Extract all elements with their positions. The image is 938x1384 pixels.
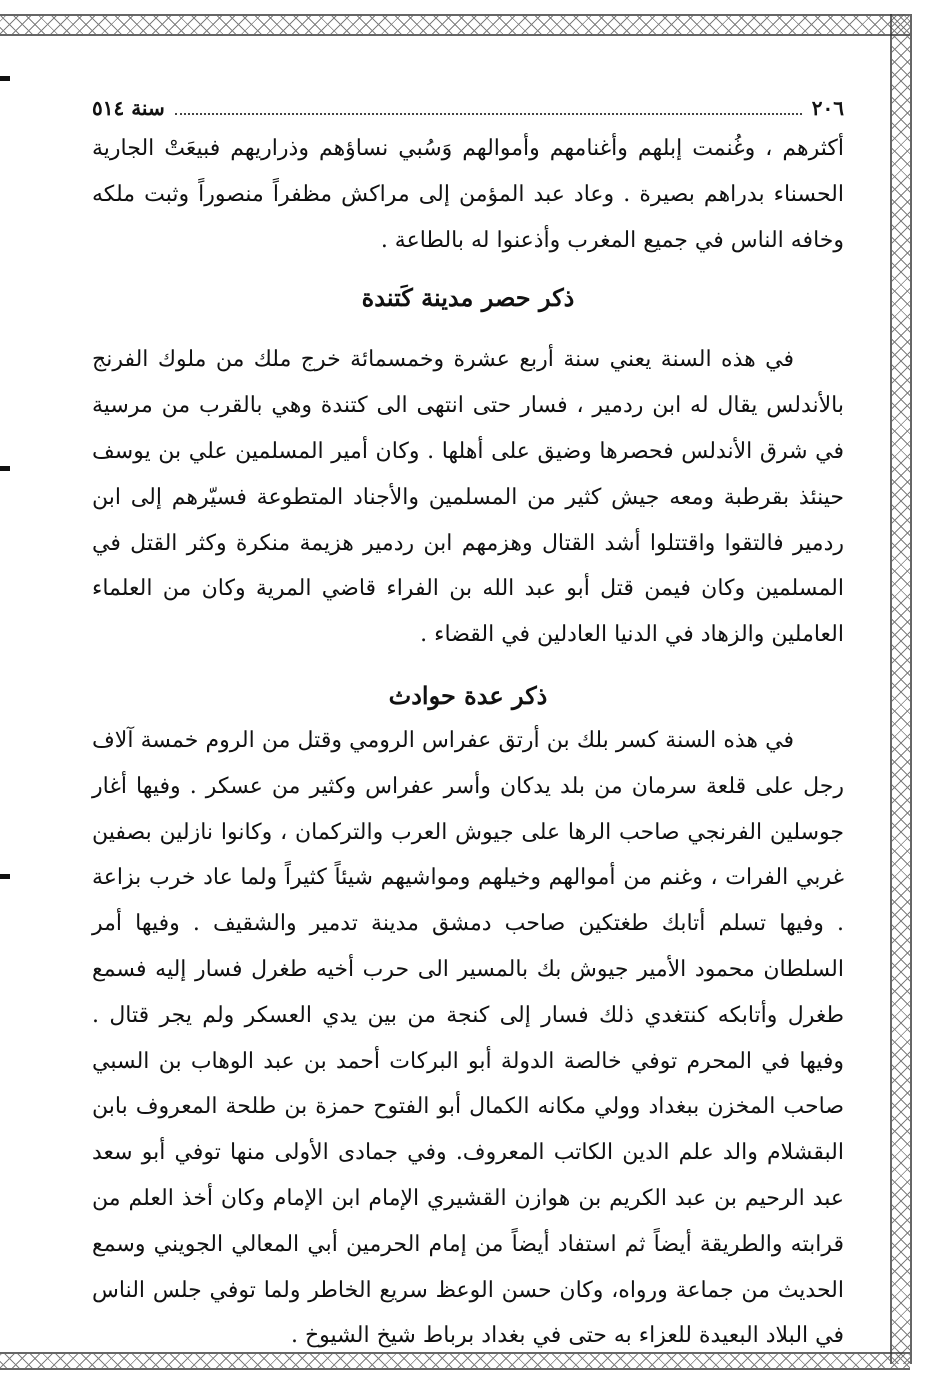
year-label: سنة ٥١٤: [92, 96, 165, 120]
decorative-border-top: [0, 14, 910, 36]
page-edge-mark: [0, 874, 10, 879]
running-head: [92, 90, 844, 126]
section-paragraph-events: في هذه السنة كسر بلك بن أرتق عفراس الرومي وقتل من الروم خمسة آلاف رجل على قلعة سرمان من بلد يدكان وأسر عفراس وكثير من عسكر . وفيها أغار جوسلين الفرنجي صاحب الرها على جيوش العرب والتركمان ، وكانوا نازلين بصفين غربي الفرات ، وغنم من أموالهم وخيلهم ومواشيهم شيئاً كثيراً ولما عاد خرب بزاعة . وفيها تسلم أتابك طغتكين صاحب دمشق مدينة تدمير والشقيف . وفيها أمر السلطان محمود الأمير جيوش بك بالمسير الى حرب أخيه طغرل فسار إليه فسمع طغرل وأتابكه كنتغدي ذلك فسار إلى كنجة من بين يدي العسكر ولم يجر قتال . وفيها في المحرم توفي خالصة الدولة أبو البركات أحمد بن عبد الوهاب بن السبي صاحب المخزن ببغداد وولي مكانه الكمال أبو الفتوح حمزة بن طلحة المعروف بابن البقشلام والد علم الدين الكاتب المعروف. وفي جمادى الأولى منها توفي أبو سعد عبد الرحيم بن عبد الكريم بن هوازن القشيري الإمام ابن الإمام وكان أخذ العلم من قرابته والطريقة أيضاً ثم استفاد أيضاً من إمام الحرمين أبي المعالي الجويني وسمع الحديث من جماعة ورواه، وكان حسن الوعظ سريع الخاطر ولما توفي جلس الناس في البلاد البعيدة للعزاء به حتى في بغداد برباط شيخ الشيوخ .: [92, 727, 844, 1349]
page-number: ٢٠٦: [811, 96, 844, 120]
spacer: [92, 329, 844, 337]
page-edge-mark: [0, 466, 10, 471]
section-paragraph-siege: في هذه السنة يعني سنة أربع عشرة وخمسمائة خرج ملك من ملوك الفرنج بالأندلس يقال له ابن ردمير ، فسار حتى انتهى الى كتندة وهي بالقرب من مرسية في شرق الأندلس فحصرها وضيق على أهلها . وكان أمير المسلمين علي بن يوسف حينئذ بقرطبة ومعه جيش كثير من المسلمين والأجناد المتطوعة فسيّرهم إلى ابن ردمير فالتقوا واقتتلوا أشد القتال وهزمهم ابن ردمير هزيمة منكرة وكثر القتل في المسلمين وكان فيمن قتل أبو عبد الله بن الفراء قاضي المرية وكان من العلماء العاملين والزهاد في الدنيا العادلين في القضاء .: [92, 347, 844, 648]
decorative-border-right: [890, 14, 912, 1364]
book-page: [92, 90, 844, 1359]
section-heading-several-events: ذكر عدة حوادث: [388, 680, 548, 710]
intro-paragraph: أكثرهم ، وغُنمت إبلهم وأغنامهم وأموالهم وَسُبي نساؤهم وذراريهم فبيعَتْ الجارية الحسناء بدراهم بصيرة . وعاد عبد المؤمن إلى مراكش مظفراً منصوراً وثبت ملكه وخافه الناس في جميع المغرب وأذعنوا له بالطاعة .: [92, 136, 844, 253]
leader-dots: [175, 93, 802, 115]
section-heading-siege-of-katanda: ذكر حصر مدينة كَتندة: [361, 283, 575, 313]
page-edge-mark: [0, 76, 10, 81]
